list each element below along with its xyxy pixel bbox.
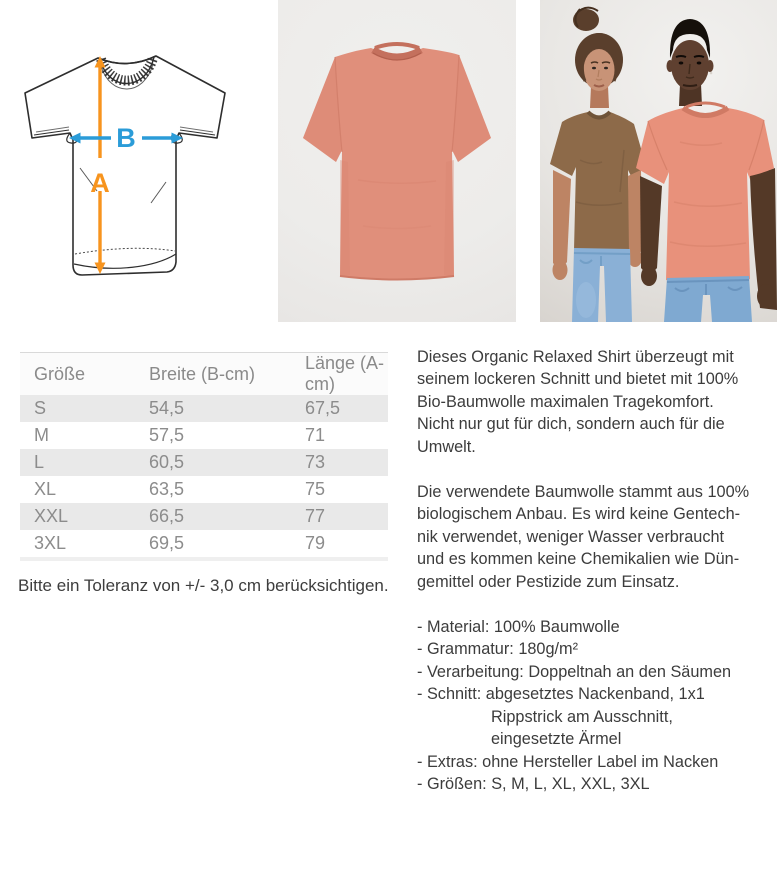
size-measurement-diagram xyxy=(20,50,230,280)
table-cell: M xyxy=(34,425,49,445)
table-cell: XL xyxy=(34,479,57,499)
product-shirt-illustration xyxy=(278,0,516,322)
table-cell: S xyxy=(34,398,47,418)
table-cell: 71 xyxy=(305,425,326,445)
product-photo-flat xyxy=(278,0,516,322)
description-line: Dieses Organic Relaxed Shirt überzeugt mit xyxy=(417,348,734,366)
spec-line: - Material: 100% Baumwolle xyxy=(417,618,620,637)
column-header: Größe xyxy=(20,353,135,396)
table-row xyxy=(20,476,388,503)
man-jeans xyxy=(664,276,752,322)
models-illustration xyxy=(540,0,777,322)
size-table-body xyxy=(20,395,388,559)
woman-jeans-fade xyxy=(576,282,596,318)
man-left-arm xyxy=(640,176,662,273)
table-cell: 75 xyxy=(305,479,326,499)
table-cell: 63,5 xyxy=(149,479,185,499)
product-description xyxy=(417,346,769,795)
man-shirt-collar xyxy=(683,108,728,116)
column-header: Länge (A-cm) xyxy=(291,353,388,396)
man-left-eye xyxy=(679,62,684,65)
table-row xyxy=(20,395,388,422)
table-row xyxy=(20,449,388,476)
table-cell: 79 xyxy=(305,533,326,553)
spec-line: - Grammatur: 180g/m² xyxy=(417,640,579,659)
woman-right-arm xyxy=(628,170,642,256)
description-line: und es kommen keine Chemikalien wie Dün- xyxy=(417,550,740,569)
table-cell: 3XL xyxy=(34,533,67,553)
model-woman xyxy=(550,8,646,322)
spec-line: eingesetzte Ärmel xyxy=(491,730,622,749)
woman-left-hand xyxy=(553,260,568,280)
description-line: Bio-Baumwolle maximalen Tragekomfort. xyxy=(417,392,714,411)
table-row xyxy=(20,422,388,449)
description-line: Nicht nur gut für dich, sondern auch für die xyxy=(417,415,725,434)
table-cell: 66,5 xyxy=(149,506,185,526)
man-right-hand xyxy=(757,284,775,308)
table-row xyxy=(20,503,388,530)
spec-line: - Schnitt: abgesetztes Nackenband, 1x1 xyxy=(417,685,705,704)
description-line: gemittel oder Pestizide zum Einsatz. xyxy=(417,572,680,591)
man-mouth xyxy=(683,85,697,86)
table-cell: 77 xyxy=(305,506,326,526)
man-earring xyxy=(710,72,713,75)
table-cell: XXL xyxy=(34,506,69,526)
size-table-head-row xyxy=(20,353,388,396)
tshirt-measurement-drawing xyxy=(20,50,230,280)
description-line: nik verwendet, weniger Wasser verbraucht xyxy=(417,527,725,546)
models-photo xyxy=(540,0,777,322)
table-row xyxy=(20,530,388,559)
table-cell: 67,5 xyxy=(305,398,341,418)
tolerance-note: Bitte ein Toleranz von +/- 3,0 cm berücksichtigen. xyxy=(18,576,389,595)
spec-line: - Größen: S, M, L, XL, XXL, 3XL xyxy=(417,774,650,793)
width-label: B xyxy=(116,123,136,153)
table-cell: L xyxy=(34,452,45,472)
table-cell: 69,5 xyxy=(149,533,185,553)
model-man xyxy=(636,19,777,322)
length-label: A xyxy=(90,168,110,198)
man-left-hand xyxy=(641,266,657,286)
size-table-head xyxy=(20,353,388,396)
size-table xyxy=(20,352,388,561)
woman-left-arm xyxy=(553,170,571,267)
table-cell: 57,5 xyxy=(149,425,185,445)
woman-right-eye xyxy=(604,67,608,70)
description-paragraph-1 xyxy=(417,346,769,458)
table-cell: 60,5 xyxy=(149,452,185,472)
column-header: Breite (B-cm) xyxy=(135,353,291,396)
description-paragraph-2 xyxy=(417,481,769,593)
man-shirt-collar-back xyxy=(686,103,725,107)
woman-shirt-collar xyxy=(588,112,610,118)
spec-line: - Verarbeitung: Doppeltnah an den Säumen xyxy=(417,662,732,681)
spec-list xyxy=(417,616,769,795)
table-cell: 54,5 xyxy=(149,398,185,418)
collar-back xyxy=(375,44,419,48)
description-line: Umwelt. xyxy=(417,437,476,456)
man-right-eye xyxy=(697,62,702,65)
description-line: seinem lockeren Schnitt und bietet mit 100% xyxy=(417,370,739,389)
description-line: Die verwendete Baumwolle stammt aus 100% xyxy=(417,483,750,502)
woman-left-eye xyxy=(592,67,596,70)
table-cell: 73 xyxy=(305,452,326,472)
spec-line: Rippstrick am Ausschnitt, xyxy=(491,707,673,726)
spec-line: - Extras: ohne Hersteller Label im Nacken xyxy=(417,752,719,771)
description-line: biologischem Anbau. Es wird keine Gentech- xyxy=(417,505,741,524)
